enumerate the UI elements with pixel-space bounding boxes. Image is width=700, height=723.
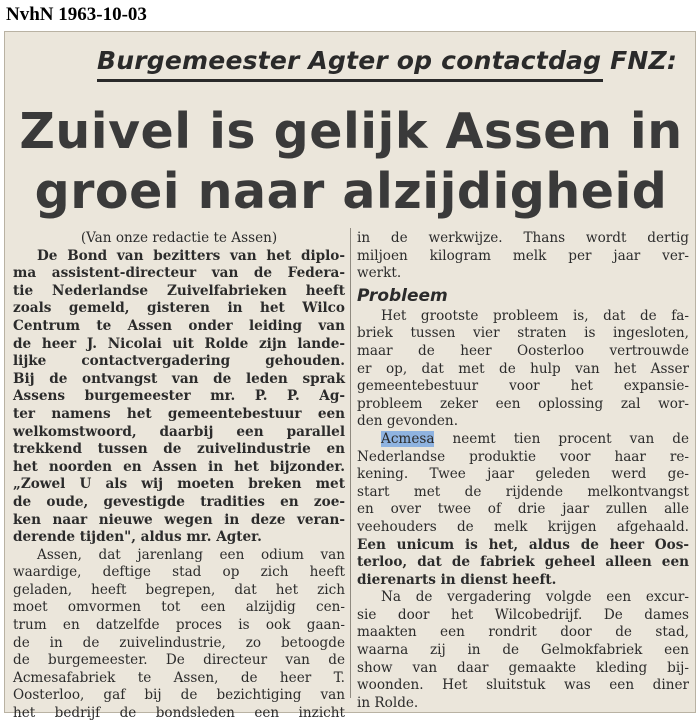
text-line: (Van onze redactie te Assen) — [80, 230, 278, 246]
text-line: het bedrijf de bondsleden een inzicht — [13, 705, 345, 722]
text-line: sie door het Wilcobedrijf. De dames — [357, 606, 689, 623]
text-line: gemeentebestuur voor het expansie- — [357, 378, 689, 395]
text-line: Een unicum is het, aldus de heer Oos- — [357, 536, 689, 553]
text-line: show van daar gemaakte kleding bij- — [357, 659, 689, 676]
text-line: veehouders de melk krijgen afgehaald. — [357, 518, 689, 535]
text-line: er op, dat met de hulp van het Asser — [357, 360, 689, 377]
headline-line: Zuivel is gelijk Assen in — [19, 103, 683, 160]
text-line: trum en datzelfde proces is ook gaan- — [13, 617, 345, 634]
headline-line: groei naar alzijdigheid — [34, 163, 668, 220]
text-line: den gevonden. — [357, 413, 459, 430]
text-line: de oude, gevestigde tradities en zoe- — [13, 493, 345, 510]
text-line: de burgemeester. De directeur van de — [13, 652, 345, 669]
article-kicker: Burgemeester Agter op contactdag FNZ: — [97, 46, 603, 82]
text-line: Nederlandse produktie voor haar re- — [357, 448, 689, 465]
text-line: maar de heer Oosterloo vertrouwde — [357, 342, 689, 359]
text-line: waarna zij in de Gelmokfabriek een — [357, 642, 689, 659]
text-line: woonden. Het sluitstuk was een diner — [357, 677, 689, 694]
text-line: geladen, heeft begrepen, dat het zich — [13, 581, 345, 598]
text-fragment: neemt tien procent van de — [434, 430, 689, 447]
text-line: lijke contactvergadering gehouden. — [13, 353, 345, 370]
text-line: tie Nederlandse Zuivelfabrieken heeft — [13, 282, 345, 299]
text-line: Oosterloo, gaf bij de bezichtiging van — [13, 687, 345, 704]
text-line: Het grootste probleem is, dat de fa- — [381, 307, 689, 324]
text-line: in de werkwijze. Thans wordt dertig — [357, 230, 689, 246]
text-line: de in de zuivelindustrie, zo betoogde — [13, 634, 345, 651]
text-line: waardige, deftige stad op zich heeft — [13, 564, 345, 581]
text-line: „Zowel U als wij moeten breken met — [13, 476, 345, 493]
highlighted-word: Acmesa — [381, 430, 435, 447]
text-line: kening. Twee jaar geleden werd ge- — [357, 466, 689, 483]
text-line: de heer J. Nicolai uit Rolde zijn lande- — [13, 335, 345, 352]
text-line: terloo, dat de fabriek geheel alleen een — [357, 554, 689, 571]
text-line: derende tijden", aldus mr. Agter. — [13, 529, 262, 546]
text-line: briek tussen vier straten is ingesloten, — [357, 325, 689, 342]
text-line: en over twee of drie jaar zullen alle — [357, 501, 689, 518]
text-line: miljoen kilogram melk per jaar ver- — [357, 247, 689, 264]
text-line: ter namens het gemeentebestuur een — [13, 405, 345, 422]
text-line: moet omvormen tot een alzijdig cen- — [13, 599, 345, 616]
text-line: in Rolde. — [357, 694, 419, 711]
text-line: probleem zeker een oplossing zal wor- — [357, 395, 689, 412]
text-line — [357, 431, 689, 449]
source-label: NvhN 1963-10-03 — [6, 4, 147, 25]
text-line: zoals gemeld, gisteren in het Wilco — [13, 300, 345, 317]
text-line: ken naar nieuwe wegen in deze veran- — [13, 511, 345, 528]
column-divider — [350, 228, 351, 698]
text-line: het noorden en Assen in het bijzonder. — [13, 458, 345, 475]
text-line: dierenarts in dienst heeft. — [357, 571, 557, 588]
text-line: ma assistent-directeur van de Federa- — [13, 265, 345, 282]
text-line: De Bond van bezitters van het diplo- — [37, 247, 345, 264]
subheading: Probleem — [357, 285, 448, 306]
text-line: Bij de ontvangst van de leden sprak — [13, 370, 345, 387]
text-line: trekkend tussen de zuivelindustrie en — [13, 441, 345, 458]
article-headline — [5, 102, 697, 222]
text-line: Na de vergadering volgde een excur- — [381, 589, 689, 606]
text-line: Acmesafabriek te Assen, de heer T. — [13, 669, 345, 686]
text-line: Assens burgemeester mr. P. P. Ag- — [13, 388, 345, 405]
text-line: welkomstwoord, daarbij een parallel — [13, 423, 345, 440]
left-column — [13, 230, 345, 723]
text-line: werkt. — [357, 265, 402, 282]
newspaper-clipping — [4, 31, 696, 722]
text-line: Centrum te Assen onder leiding van — [13, 317, 345, 334]
text-line: Assen, dat jarenlang een odium van — [37, 546, 345, 563]
right-column — [357, 230, 689, 712]
text-line: start met de rijdende melkontvangst — [357, 483, 689, 500]
text-line: maakten een rondrit door de stad, — [357, 624, 689, 641]
